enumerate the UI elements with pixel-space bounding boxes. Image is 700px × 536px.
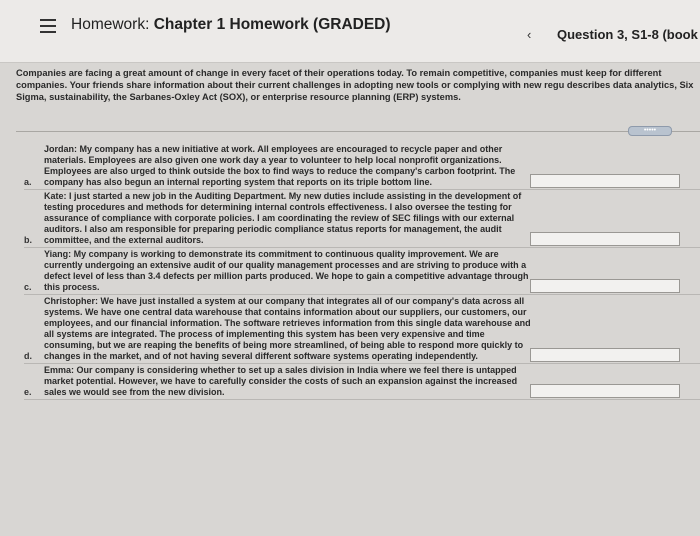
answer-box-e[interactable] (530, 384, 680, 398)
answer-box-a[interactable] (530, 174, 680, 188)
expand-more-button[interactable]: ••••• (628, 126, 672, 136)
item-text: Christopher: We have just installed a system at our company that integrates all of our company's data across all systems. We have one central data warehouse that contains information about our suppliers, our customers, our employees, and our financial information. The software retrieves information from this single data warehouse and all systems are integrated. The process of implementing this system has been very expensive and time consuming, but we are reaping the benefits of being more streamlined, of being able to respond more quickly to changes in the market, and of not having several different software systems operating independently. (44, 296, 531, 361)
answer-box-b[interactable] (530, 232, 680, 246)
statement-item-e (24, 364, 700, 400)
answer-box-c[interactable] (530, 279, 680, 293)
homework-title-prefix: Homework: (71, 16, 150, 33)
statement-item-b (24, 190, 700, 248)
statement-item-d (24, 295, 700, 364)
answer-box-d[interactable] (530, 348, 680, 362)
item-text: Kate: I just started a new job in the Auditing Department. My new duties include assisting in the development of testing procedures and methods for determining internal controls effectiveness. I also oversee the testing for assurance of compliance with corporate policies. I am coordinating the review of SEC filings with our external auditors. I also am responsible for preparing periodic compliance status reports for management, the audit committee, and the external auditors. (44, 191, 522, 245)
item-letter: a. (24, 177, 32, 187)
homework-title (71, 16, 391, 34)
divider (16, 131, 700, 132)
item-letter: b. (24, 235, 32, 245)
homework-header (0, 0, 700, 63)
homework-title-text: Chapter 1 Homework (GRADED) (153, 16, 391, 33)
statement-item-a (24, 143, 700, 190)
statement-list (24, 143, 700, 400)
item-letter: d. (24, 351, 32, 361)
question-intro: Companies are facing a great amount of change in every facet of their operations today. To remain competitive, companies must keep for different companies. Your friends share information about their current challenges in adopting new tools or complying with new regu describes data analytics, Six Sigma, sustainability, the Sarbanes-Oxley Act (SOX), or enterprise resource planning (ERP) systems. (16, 68, 694, 102)
previous-question-icon[interactable]: ‹ (527, 27, 532, 42)
question-label: Question 3, S1-8 (book (557, 27, 698, 42)
menu-icon[interactable] (40, 19, 56, 33)
statement-item-c (24, 248, 700, 295)
item-text: Emma: Our company is considering whether to set up a sales division in India where we feel there is untapped market potential. However, we have to carefully consider the costs of such an expansion against the increased sales we would see from the new division. (44, 365, 518, 397)
item-text: Jordan: My company has a new initiative at work. All employees are encouraged to recycle paper and other materials. Employees are also given one work day a year to volunteer to help local nonprofit organizations. Employees are also urged to think outside the box to find ways to reduce the company's carbon footprint. The company has also begun an internal reporting system that reports on its triple bottom line. (44, 144, 516, 187)
item-letter: c. (24, 282, 32, 292)
item-text: Yiang: My company is working to demonstrate its commitment to continuous quality improvement. We are currently undergoing an extensive audit of our quality management processes and are striving to produce with a defect level of less than 3.4 defects per million parts produced. We hope to gain a competitive advantage through this process. (44, 249, 529, 292)
item-letter: e. (24, 387, 32, 397)
